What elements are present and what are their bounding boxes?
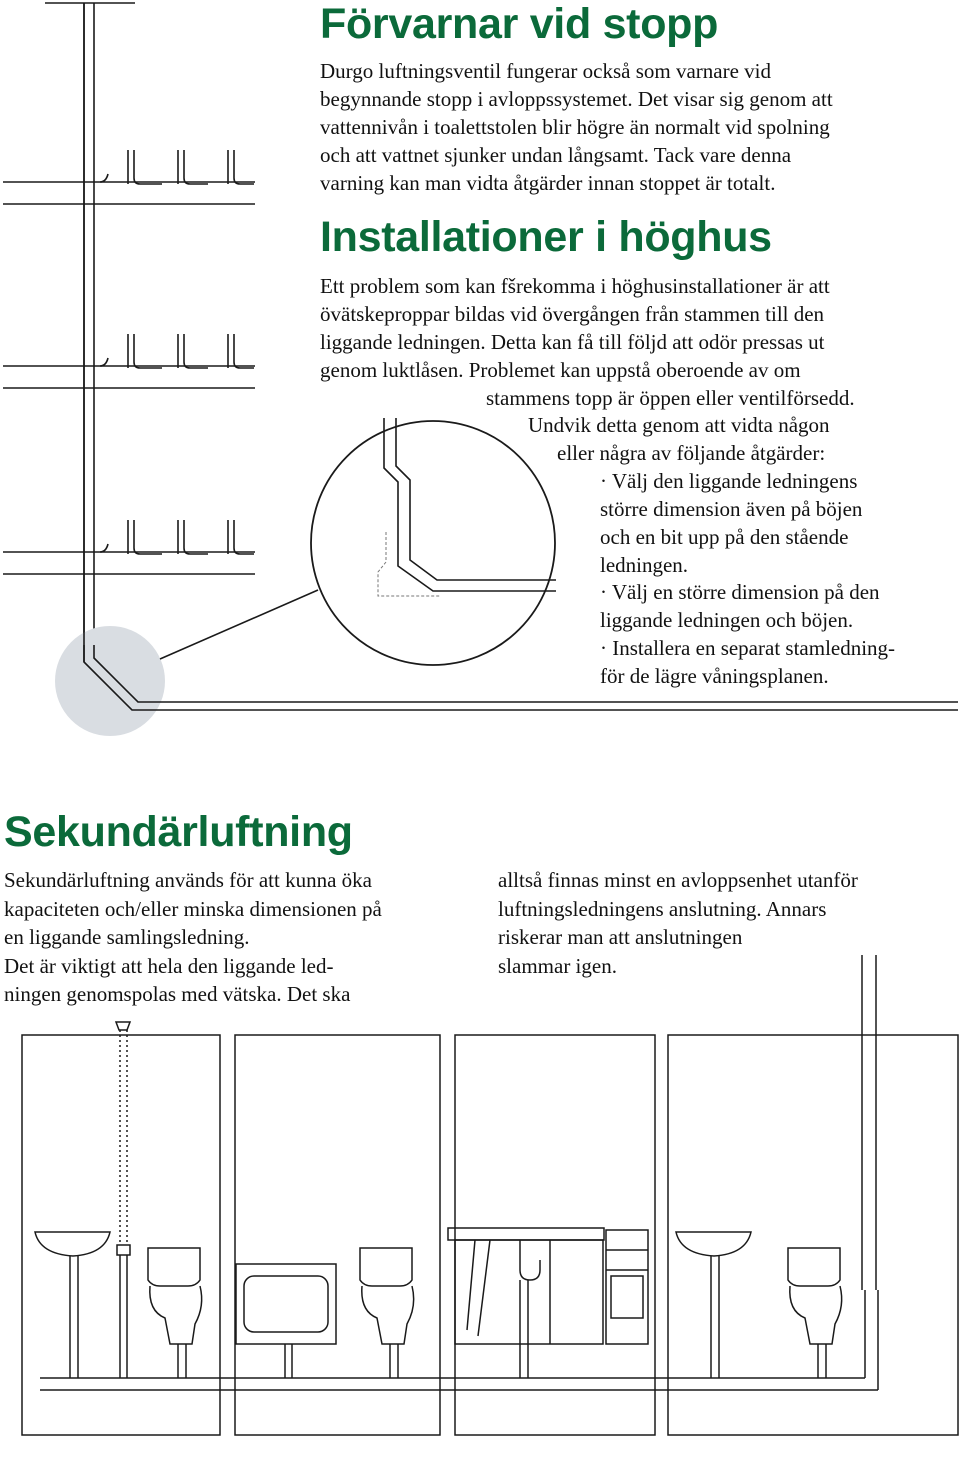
forvarnar-text-line: och att vattnet sjunker undan långsamt. Tack vare denna	[320, 143, 792, 167]
sekundar-left-line: Det är viktigt att hela den liggande led-	[4, 954, 334, 978]
hoghus-bullet-line: ledningen.	[600, 553, 689, 577]
hoghus-text-line: övätskeproppar bildas vid övergången från stammen till den	[320, 302, 825, 326]
hoghus-bullet-line: · Välj en större dimension på den	[600, 580, 880, 604]
hoghus-bullet-line: för de lägre våningsplanen.	[600, 664, 829, 688]
sekundar-left-line: kapaciteten och/eller minska dimensionen på	[4, 897, 382, 921]
section-title-forvarnar: Förvarnar vid stopp	[320, 0, 719, 48]
hoghus-bullet-line: större dimension även på böjen	[600, 497, 863, 521]
sekundar-right-line: riskerar man att anslutningen	[498, 925, 743, 949]
hoghus-text-line: Ett problem som kan fšrekomma i höghusinstallationer är att	[320, 274, 830, 298]
hoghus-bullet-line: · Välj den liggande ledningens	[600, 469, 858, 493]
sekundar-right-line: alltså finnas minst en avloppsenhet utanför	[498, 868, 858, 892]
sekundar-right-line: slammar igen.	[498, 954, 617, 978]
sekundar-right-line: luftningsledningens anslutning. Annars	[498, 897, 827, 921]
hoghus-bullet-line: · Installera en separat stamledning-	[600, 636, 896, 660]
forvarnar-text-line: Durgo luftningsventil fungerar också som varnare vid	[320, 59, 771, 83]
sekundar-left-line: ningen genomspolas med vätska. Det ska	[4, 982, 351, 1006]
hoghus-text-line: genom luktlåsen. Problemet kan uppstå oberoende av om	[320, 358, 801, 382]
section-title-sekundar: Sekundärluftning	[4, 808, 353, 856]
forvarnar-text-line: varning kan man vidta åtgärder innan stoppet är totalt.	[320, 171, 776, 195]
hoghus-text-line: Undvik detta genom att vidta någon	[528, 413, 830, 437]
hoghus-bullet-line: liggande ledningen och böjen.	[600, 608, 854, 632]
hoghus-text-line: liggande ledningen. Detta kan få till följd att odör pressas ut	[320, 330, 825, 354]
section-title-hoghus: Installationer i höghus	[320, 213, 772, 261]
hoghus-text-line: eller några av följande åtgärder:	[557, 441, 826, 465]
forvarnar-text-line: begynnande stopp i avloppssystemet. Det visar sig genom att	[320, 87, 833, 111]
hoghus-bullet-line: och en bit upp på den stående	[600, 525, 849, 549]
hoghus-text-line: stammens topp är öppen eller ventilförsedd.	[486, 386, 855, 410]
sekundar-left-line: Sekundärluftning används för att kunna öka	[4, 868, 372, 892]
forvarnar-text-line: vattennivån i toalettstolen blir högre än normalt vid spolning	[320, 115, 830, 139]
sekundar-left-line: en liggande samlingsledning.	[4, 925, 250, 949]
